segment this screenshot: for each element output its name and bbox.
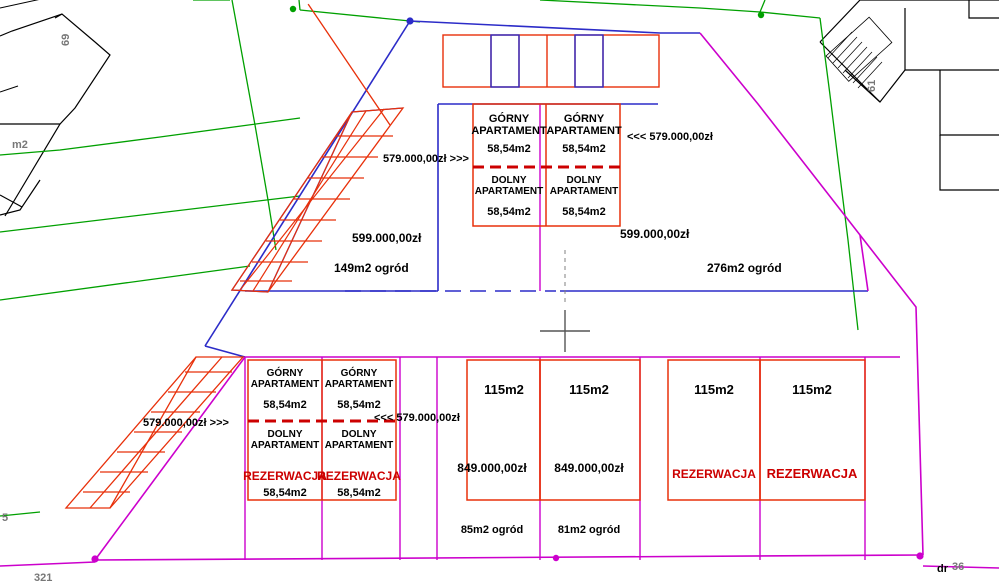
lower-price-left-arrow: 579.000,00zł >>> (143, 417, 229, 429)
lower-unit-1-bottom-title-2: APARTAMENT (324, 440, 394, 451)
parcel-label-5: 5 (2, 512, 9, 524)
upper-unit-0-top-title-1: GÓRNY (488, 113, 530, 125)
crosshair-marker (540, 310, 590, 352)
parcel-label-69: 69 (60, 33, 72, 46)
parcel-label-36: 36 (952, 561, 965, 573)
upper-price-right-arrow: <<< 579.000,00zł (627, 131, 713, 143)
house-3-status: REZERWACJA (766, 466, 858, 481)
cadastral-buildings (0, 0, 110, 216)
lower-unit-0-status: REZERWACJA (243, 469, 327, 483)
upper-unit-1-top-area: 58,54m2 (562, 143, 606, 155)
upper-price-right-total: 599.000,00zł (620, 227, 690, 241)
house-2-area: 115m2 (694, 382, 734, 397)
parcel-label-61: 61 (866, 79, 878, 92)
parcel-label-321: 321 (34, 572, 53, 584)
upper-unit-1-bottom-area: 58,54m2 (562, 206, 606, 218)
parcel-label-m2: m2 (12, 139, 28, 151)
blue-node (406, 17, 413, 24)
upper-unit-0-top-title-2: APARTAMENT (471, 125, 547, 137)
upper-unit-1-top-title-2: APARTAMENT (546, 125, 622, 137)
upper-price-left-arrow: 579.000,00zł >>> (383, 153, 469, 165)
road-label: dr (937, 563, 948, 575)
lower-price-right-arrow: <<< 579.000,00zł (374, 412, 460, 424)
lower-unit-0-top-area: 58,54m2 (263, 399, 307, 411)
lower-unit-0-bottom-title-2: APARTAMENT (250, 440, 320, 451)
upper-garden-right: 276m2 ogród (707, 261, 782, 275)
lower-unit-0-bottom-area: 58,54m2 (263, 487, 307, 499)
lower-unit-1-top-area: 58,54m2 (337, 399, 381, 411)
house-0-area: 115m2 (484, 382, 524, 397)
lower-unit-1-status: REZERWACJA (317, 469, 401, 483)
upper-left-garage-strip (232, 4, 403, 292)
house-0-price: 849.000,00zł (457, 461, 527, 475)
upper-unit-1-bottom-title-1: DOLNY (566, 175, 602, 186)
upper-price-left-total: 599.000,00zł (352, 231, 422, 245)
cadastral-buildings-right (820, 0, 999, 190)
lower-unit-1-bottom-area: 58,54m2 (337, 487, 381, 499)
lower-unit-1-bottom-title-1: DOLNY (341, 429, 377, 440)
upper-unit-0-top-area: 58,54m2 (487, 143, 531, 155)
house-1-garden: 81m2 ogród (557, 524, 621, 536)
upper-unit-1-bottom-title-2: APARTAMENT (549, 186, 619, 197)
upper-unit-1-top-title-1: GÓRNY (563, 113, 605, 125)
house-1-price: 849.000,00zł (554, 461, 624, 475)
lower-unit-0-top-title-1: GÓRNY (266, 368, 304, 379)
lower-unit-1-top-title-1: GÓRNY (340, 368, 378, 379)
house-0-garden: 85m2 ogród (460, 524, 524, 536)
house-3-area: 115m2 (792, 382, 832, 397)
upper-garden-left: 149m2 ogród (334, 261, 409, 275)
house-2-status: REZERWACJA (672, 467, 756, 481)
house-1-area: 115m2 (569, 382, 609, 397)
upper-unit-0-bottom-title-1: DOLNY (491, 175, 527, 186)
lower-unit-1-top-title-2: APARTAMENT (324, 379, 394, 390)
top-garage-row (443, 35, 659, 87)
road-boundary (0, 562, 999, 568)
upper-unit-0-bottom-area: 58,54m2 (487, 206, 531, 218)
upper-unit-0-bottom-title-2: APARTAMENT (474, 186, 544, 197)
lower-unit-0-bottom-title-1: DOLNY (267, 429, 303, 440)
lower-unit-0-top-title-2: APARTAMENT (250, 379, 320, 390)
lower-left-garage-strip (66, 357, 243, 508)
